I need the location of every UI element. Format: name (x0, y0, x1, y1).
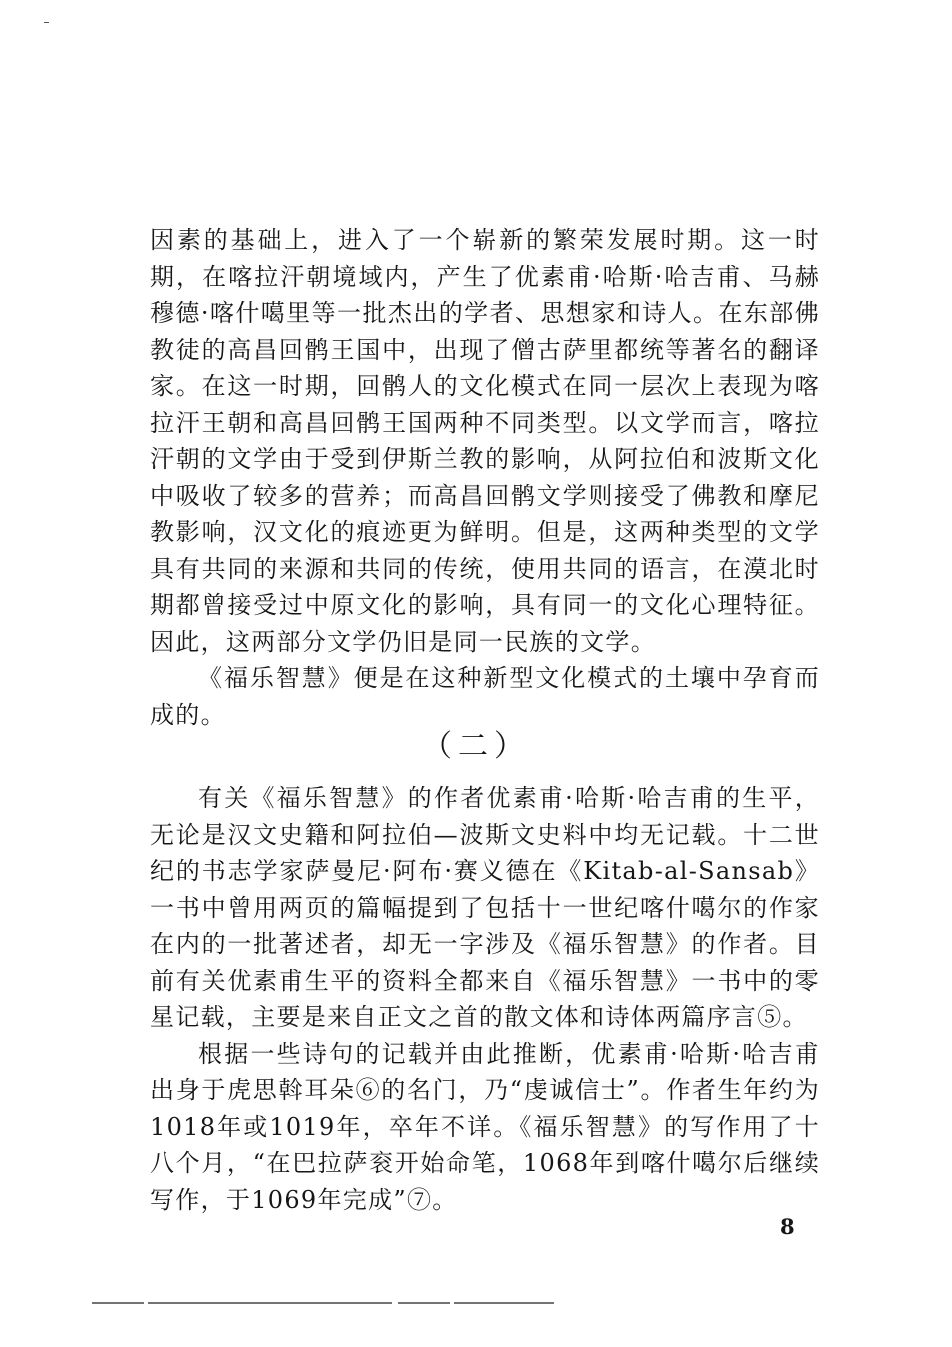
text-block-bottom (150, 780, 820, 1218)
page-number: 8 (780, 1214, 795, 1239)
paragraph-continuation: 因素的基础上，进入了一个崭新的繁荣发展时期。这一时期，在喀拉汗朝境域内，产生了优素甫·哈斯·哈吉甫、马赫穆德·喀什噶里等一批杰出的学者、思想家和诗人。在东部佛教徒的高昌回鹘王国中，出现了僧古萨里都统等著名的翻译家。在这一时期，回鹘人的文化模式在同一层次上表现为喀拉汗王朝和高昌回鹘王国两种不同类型。以文学而言，喀拉汗朝的文学由于受到伊斯兰教的影响，从阿拉伯和波斯文化中吸收了较多的营养；而高昌回鹘文学则接受了佛教和摩尼教影响，汉文化的痕迹更为鲜明。但是，这两种类型的文学具有共同的来源和共同的传统，使用共同的语言，在漠北时期都曾接受过中原文化的影响，具有同一的文化心理特征。因此，这两部分文学仍旧是同一民族的文学。 (150, 226, 820, 656)
scan-mark (44, 22, 49, 23)
bottom-rule-divider (92, 1302, 554, 1304)
section-heading: （二） (422, 728, 530, 764)
paragraph-author-life: 根据一些诗句的记载并由此推断，优素甫·哈斯·哈吉甫出身于虎思斡耳朵⑥的名门，乃“虔诚信士”。作者生年约为1018年或1019年，卒年不详。《福乐智慧》的写作用了十八个月，“在巴拉萨衮开始命笔，1068年到喀什噶尔后继续写作，于1069年完成”⑦。 (150, 1039, 820, 1214)
paragraph-author-records: 有关《福乐智慧》的作者优素甫·哈斯·哈吉甫的生平，无论是汉文史籍和阿拉伯—波斯文史料中均无记载。十二世纪的书志学家萨曼尼·阿布·赛义德在《Kitab-al-Sansab》一书中曾用两页的篇幅提到了包括十一世纪喀什噶尔的作家在内的一批著述者，却无一字涉及《福乐智慧》的作者。目前有关优素甫生平的资料全都来自《福乐智慧》一书中的零星记载，主要是来自正文之首的散文体和诗体两篇序言⑤。 (150, 784, 820, 1031)
paragraph-fule-zhihui-origin: 《福乐智慧》便是在这种新型文化模式的土壤中孕育而成的。 (150, 664, 820, 729)
text-block-top (150, 222, 820, 733)
